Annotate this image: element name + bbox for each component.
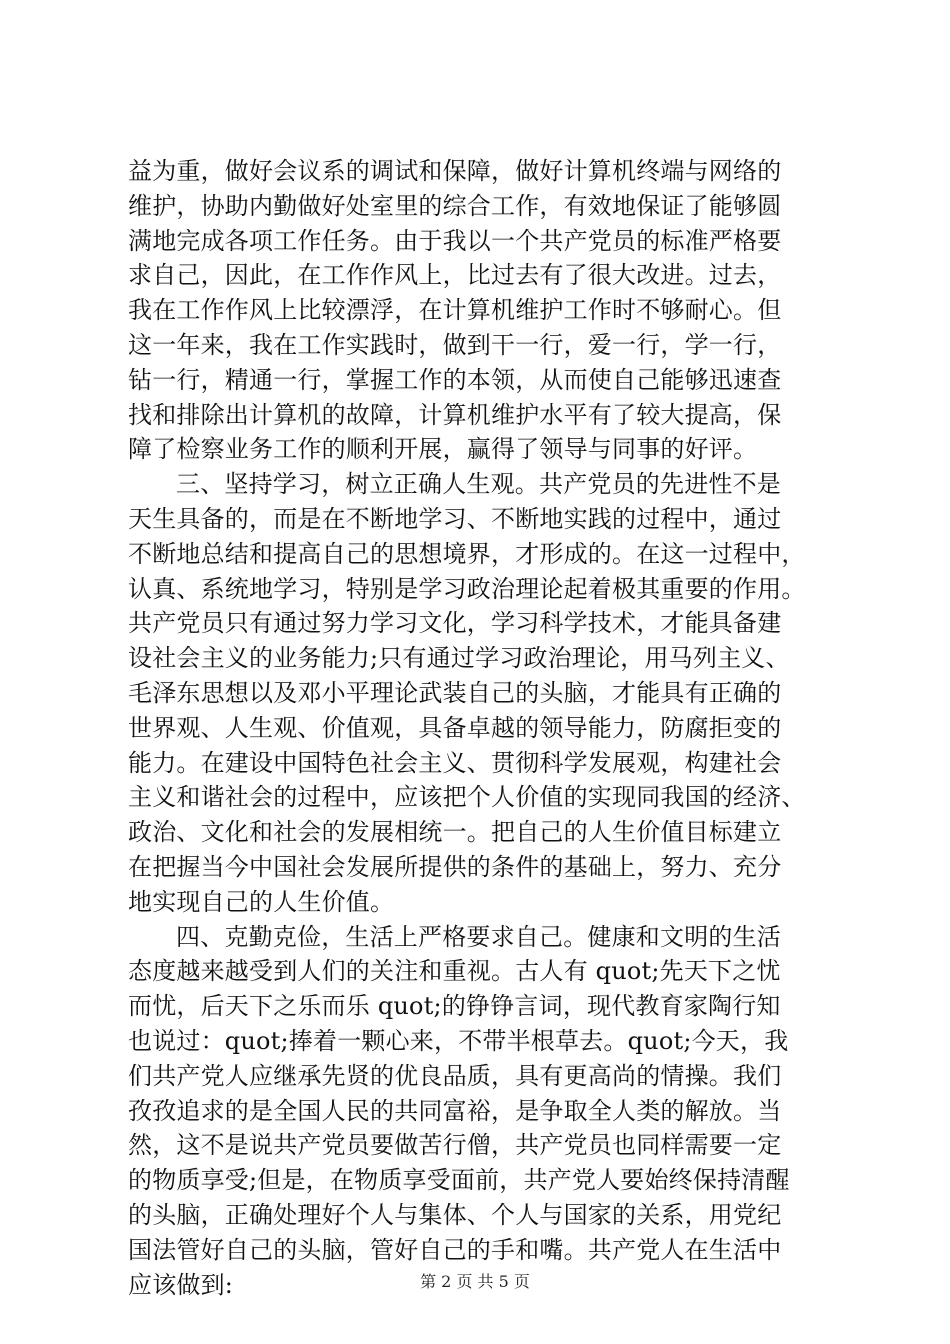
text-line: 这一年来，我在工作实践时，做到干一行，爱一行，学一行，	[128, 330, 782, 359]
text-line: 主义和谐社会的过程中，应该把个人价值的实现同我国的经济、	[128, 783, 806, 812]
text-line: 在把握当今中国社会发展所提供的条件的基础上，努力、充分	[128, 852, 782, 881]
paragraph-start-line: 四、克勤克俭，生活上严格要求自己。健康和文明的生活	[176, 922, 781, 951]
text-line: 障了检察业务工作的顺利开展，赢得了领导与同事的好评。	[128, 435, 758, 464]
text-line: 益为重，做好会议系的调试和保障，做好计算机终端与网络的	[128, 157, 782, 185]
text-line: 们共产党人应继承先贤的优良品质，具有更高尚的情操。我们	[128, 1061, 782, 1090]
text-line: 地实现自己的人生价值。	[128, 887, 395, 916]
text-line: 政治、文化和社会的发展相统一。把自己的人生价值目标建立	[128, 818, 782, 847]
text-line: 的物质享受;但是，在物质享受面前，共产党人要始终保持清醒	[128, 1166, 790, 1195]
text-line: 态度越来越受到人们的关注和重视。古人有 quot;先天下之忧	[128, 957, 781, 986]
text-line: 然，这不是说共产党员要做苦行僧，共产党员也同样需要一定	[128, 1131, 782, 1160]
text-line: 求自己，因此，在工作作风上，比过去有了很大改进。过去，	[128, 261, 782, 290]
text-line: 孜孜追求的是全国人民的共同富裕，是争取全人类的解放。当	[128, 1096, 782, 1125]
text-line: 认真、系统地学习，特别是学习政治理论起着极其重要的作用。	[128, 574, 806, 603]
text-line: 毛泽东思想以及邓小平理论武装自己的头脑，才能具有正确的	[128, 678, 782, 707]
text-line: 满地完成各项工作任务。由于我以一个共产党员的标准严格要	[128, 226, 782, 255]
text-line: 而忧，后天下之乐而乐 quot;的铮铮言词，现代教育家陶行知	[128, 992, 781, 1021]
text-line: 维护，协助内勤做好处室里的综合工作，有效地保证了能够圆	[128, 191, 782, 220]
page-number-footer: 第 2 页 共 5 页	[420, 1272, 530, 1291]
body-text	[128, 154, 832, 1302]
text-line: 设社会主义的业务能力;只有通过学习政治理论，用马列主义、	[128, 644, 790, 673]
text-line: 也说过：quot;捧着一颗心来，不带半根草去。quot;今天，我	[128, 1026, 789, 1055]
text-line: 钻一行，精通一行，掌握工作的本领，从而使自己能够迅速查	[128, 365, 782, 394]
text-line: 国法管好自己的头脑，管好自己的手和嘴。共产党人在生活中	[128, 1235, 782, 1264]
text-line: 天生具备的，而是在不断地学习、不断地实践的过程中，通过	[128, 504, 782, 533]
text-line: 共产党员只有通过努力学习文化，学习科学技术，才能具备建	[128, 609, 782, 638]
paragraph-start-line: 三、坚持学习，树立正确人生观。共产党员的先进性不是	[176, 470, 781, 499]
text-line: 找和排除出计算机的故障，计算机维护水平有了较大提高，保	[128, 400, 782, 429]
text-line: 我在工作作风上比较漂浮，在计算机维护工作时不够耐心。但	[128, 296, 782, 325]
text-line: 世界观、人生观、价值观，具备卓越的领导能力，防腐拒变的	[128, 713, 782, 742]
text-line: 不断地总结和提高自己的思想境界，才形成的。在这一过程中，	[128, 539, 806, 568]
text-line: 的头脑，正确处理好个人与集体、个人与国家的关系，用党纪	[128, 1200, 782, 1229]
text-line: 应该做到:	[128, 1270, 234, 1299]
text-line: 能力。在建设中国特色社会主义、贯彻科学发展观，构建社会	[128, 748, 782, 777]
